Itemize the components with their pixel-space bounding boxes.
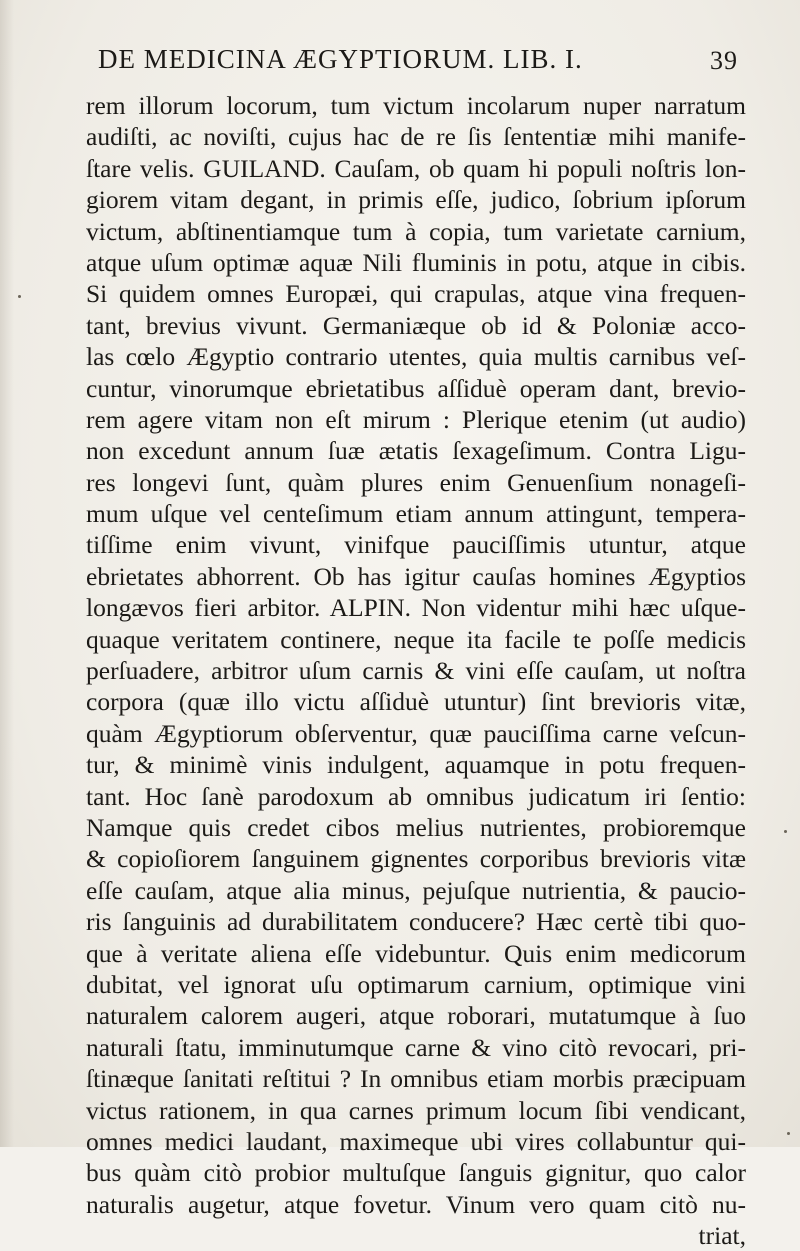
text-line: dubitat, vel ignorat uſu optimarum carnium, optimique vini — [86, 969, 746, 999]
text-line: Namque quis credet cibos melius nutrientes, probioremque — [86, 812, 746, 842]
text-line: tant, brevius vivunt. Germaniæque ob id & Poloniæ acco- — [86, 310, 746, 340]
text-line: audiſti, ac noviſti, cujus hac de re ſis ſententiæ mihi manife- — [86, 122, 746, 152]
text-line: omnes medici laudant, maximeque ubi vires collabuntur qui- — [86, 1126, 746, 1156]
text-line: res longevi ſunt, quàm plures enim Genuenſium nonageſi- — [86, 467, 746, 497]
text-line: tur, & minimè vinis indulgent, aquamque in potu frequen- — [86, 750, 746, 780]
text-line: & copioſiorem ſanguinem gignentes corporibus brevioris vitæ — [86, 844, 746, 874]
text-line: rem illorum locorum, tum victum incolarum nuper narratum — [86, 91, 746, 120]
text-line: perſuadere, arbitror uſum carnis & vini eſſe cauſam, ut noſtra — [86, 656, 746, 686]
text-line: longævos fieri arbitor. ALPIN. Non videntur mihi hæc uſque- — [86, 593, 746, 623]
text-line: ris ſanguinis ad durabilitatem conducere? Hæc certè tibi quo- — [86, 907, 746, 937]
text-line: ſtare velis. GUILAND. Cauſam, ob quam hi populi noſtris lon- — [86, 153, 746, 183]
page-edge-shadow — [0, 0, 14, 1147]
running-head — [98, 44, 738, 84]
text-line-catchword: triat, — [698, 1221, 746, 1251]
text-line: atque uſum optimæ aquæ Nili fluminis in potu, atque in cibis. — [86, 247, 746, 277]
text-line: non excedunt annum ſuæ ætatis ſexageſimum. Contra Ligu- — [86, 436, 746, 466]
text-line: naturali ſtatu, imminutumque carne & vino citò revocari, pri- — [86, 1032, 746, 1062]
text-line: ſtinæque ſanitati reſtitui ? In omnibus etiam morbis præcipuam — [86, 1064, 746, 1094]
running-head-title: DE MEDICINA ÆGYPTIORUM. LIB. I. — [98, 44, 583, 74]
text-line: que à veritate aliena eſſe videbuntur. Quis enim medicorum — [86, 938, 746, 968]
text-line: eſſe cauſam, atque alia minus, pejuſque nutrientia, & paucio- — [86, 875, 746, 905]
text-line: corpora (quæ illo victu aſſiduè utuntur) ſint brevioris vitæ, — [86, 687, 746, 717]
text-line: cuntur, vinorumque ebrietatibus aſſiduè operam dant, brevio- — [86, 373, 746, 403]
text-line: las cœlo Ægyptio contrario utentes, quia multis carnibus veſ- — [86, 342, 746, 372]
paper-speck — [784, 830, 787, 833]
text-line: Si quidem omnes Europæi, qui crapulas, atque vina frequen- — [86, 279, 746, 309]
text-line: naturalem calorem augeri, atque roborari, mutatumque à ſuo — [86, 1001, 746, 1031]
paper-speck — [787, 1132, 790, 1135]
text-line: tiſſime enim vivunt, vinifque pauciſſimis utuntur, atque — [86, 530, 746, 560]
text-line: quaque veritatem continere, neque ita facile te poſſe medicis — [86, 624, 746, 654]
text-line: victus rationem, in qua carnes primum locum ſibi vendicant, — [86, 1095, 746, 1125]
page-number: 39 — [710, 46, 738, 75]
text-line: rem agere vitam non eſt mirum : Plerique etenim (ut audio) — [86, 404, 746, 434]
text-line: quàm Ægyptiorum obſerventur, quæ pauciſſima carne veſcun- — [86, 718, 746, 748]
text-line: tant. Hoc ſanè parodoxum ab omnibus judicatum iri ſentio: — [86, 781, 746, 811]
text-line: victum, abſtinentiamque tum à copia, tum varietate carnium, — [86, 216, 746, 246]
text-line: bus quàm citò probior multuſque ſanguis gignitur, quo calor — [86, 1158, 746, 1188]
text-line: ebrietates abhorrent. Ob has igitur cauſas homines Ægyptios — [86, 561, 746, 591]
paper-speck — [18, 295, 21, 298]
body-text — [86, 90, 746, 1251]
text-line: naturalis augetur, atque fovetur. Vinum vero quam citò nu- — [86, 1189, 746, 1219]
text-line: giorem vitam degant, in primis eſſe, judico, ſobrium ipſorum — [86, 185, 746, 215]
text-line: mum uſque vel centeſimum etiam annum attingunt, tempera- — [86, 499, 746, 529]
